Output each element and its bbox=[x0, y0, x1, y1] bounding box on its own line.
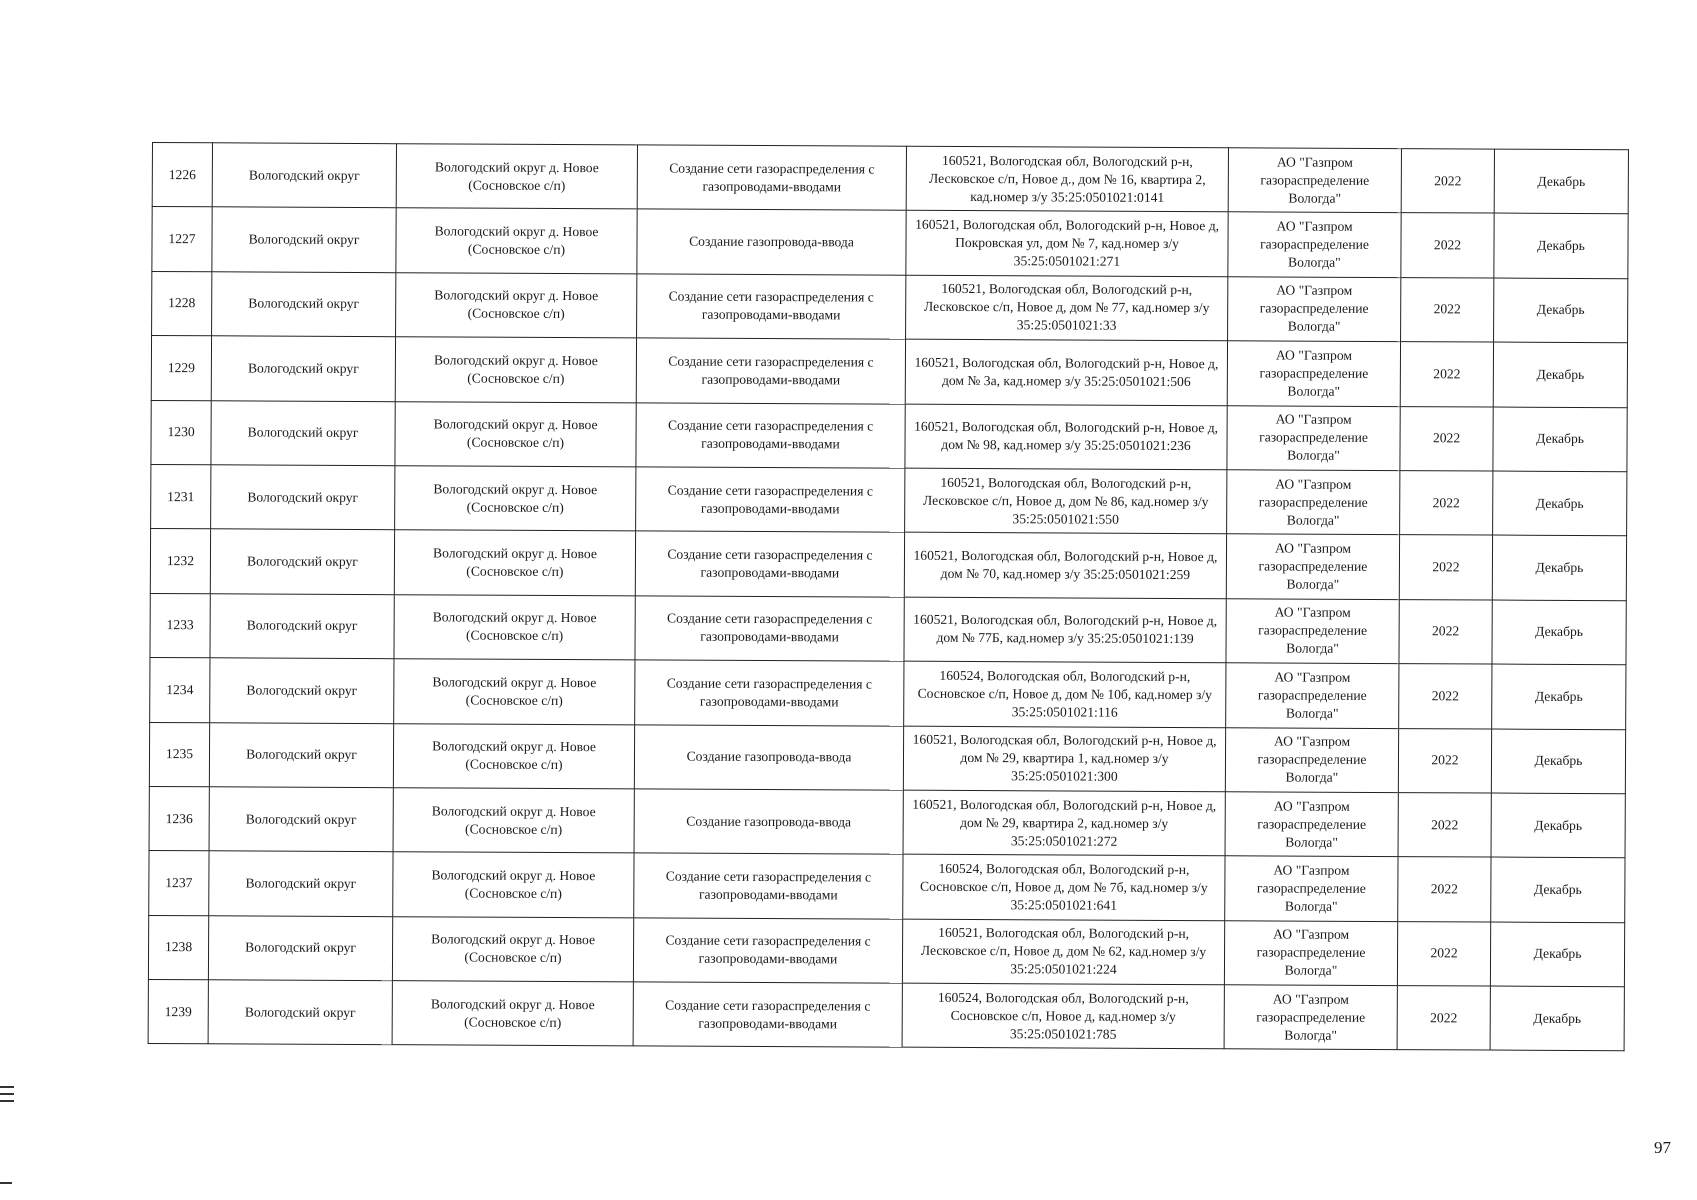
table-row bbox=[148, 915, 1624, 987]
row-number-cell: 1235 bbox=[149, 722, 209, 787]
municipality-cell: Вологодский округ bbox=[210, 529, 394, 594]
municipality-cell: Вологодский округ bbox=[212, 207, 396, 272]
row-number-cell: 1232 bbox=[150, 529, 210, 594]
scan-edge-mark bbox=[0, 1086, 14, 1088]
organization-cell: АО "Газпром газораспределение Вологда" bbox=[1226, 663, 1399, 728]
settlement-cell: Вологодский округ д. Новое (Сосновское с/п) bbox=[396, 144, 637, 210]
object-type-cell: Создание газопровода-ввода bbox=[634, 724, 903, 790]
table-row bbox=[151, 336, 1627, 408]
year-cell: 2022 bbox=[1397, 986, 1490, 1051]
scan-edge-mark bbox=[0, 1182, 12, 1184]
municipality-cell: Вологодский округ bbox=[211, 400, 395, 465]
month-cell: Декабрь bbox=[1492, 600, 1626, 665]
object-type-cell: Создание сети газораспределения с газопроводами-вводами bbox=[635, 660, 904, 726]
object-type-cell: Создание сети газораспределения с газопроводами-вводами bbox=[636, 467, 905, 533]
organization-cell: АО "Газпром газораспределение Вологда" bbox=[1226, 598, 1399, 663]
settlement-cell: Вологодский округ д. Новое (Сосновское с/п) bbox=[392, 981, 633, 1047]
month-cell: Декабрь bbox=[1492, 535, 1626, 600]
month-cell: Декабрь bbox=[1494, 149, 1628, 214]
row-number-cell: 1237 bbox=[149, 851, 209, 916]
object-type-cell: Создание сети газораспределения с газопроводами-вводами bbox=[635, 531, 904, 597]
municipality-cell: Вологодский округ bbox=[209, 722, 393, 787]
organization-cell: АО "Газпром газораспределение Вологда" bbox=[1228, 277, 1401, 342]
object-type-cell: Создание сети газораспределения с газопроводами-вводами bbox=[637, 274, 906, 340]
year-cell: 2022 bbox=[1400, 406, 1493, 471]
month-cell: Декабрь bbox=[1493, 407, 1627, 472]
address-cell: 160521, Вологодская обл, Вологодский р-н, Новое д, Покровская ул, дом № 7, кад.номер з/у 35:25:0501021:271 bbox=[906, 211, 1228, 277]
row-number-cell: 1230 bbox=[151, 400, 211, 465]
municipality-cell: Вологодский округ bbox=[209, 851, 393, 916]
table-row bbox=[152, 143, 1628, 215]
object-type-cell: Создание сети газораспределения с газопроводами-вводами bbox=[637, 145, 906, 211]
table-row bbox=[150, 529, 1626, 601]
settlement-cell: Вологодский округ д. Новое (Сосновское с/п) bbox=[395, 337, 636, 403]
settlement-cell: Вологодский округ д. Новое (Сосновское с/п) bbox=[392, 916, 633, 982]
row-number-cell: 1226 bbox=[152, 143, 212, 208]
year-cell: 2022 bbox=[1398, 793, 1491, 858]
table-row bbox=[148, 980, 1624, 1052]
address-cell: 160521, Вологодская обл, Вологодский р-н, Лесковское с/п, Новое д, дом № 62, кад.номер з/у 35:25:0501021:224 bbox=[902, 919, 1224, 985]
organization-cell: АО "Газпром газораспределение Вологда" bbox=[1228, 212, 1401, 277]
organization-cell: АО "Газпром газораспределение Вологда" bbox=[1224, 985, 1397, 1050]
object-type-cell: Создание сети газораспределения с газопроводами-вводами bbox=[635, 596, 904, 662]
table-row bbox=[151, 400, 1627, 472]
year-cell: 2022 bbox=[1398, 728, 1491, 793]
address-cell: 160521, Вологодская обл, Вологодский р-н, Новое д, дом № 3а, кад.номер з/у 35:25:0501021:506 bbox=[905, 339, 1227, 405]
month-cell: Декабрь bbox=[1490, 986, 1624, 1051]
month-cell: Декабрь bbox=[1493, 342, 1627, 407]
row-number-cell: 1228 bbox=[152, 271, 212, 336]
year-cell: 2022 bbox=[1398, 857, 1491, 922]
object-type-cell: Создание газопровода-ввода bbox=[634, 789, 903, 855]
year-cell: 2022 bbox=[1400, 471, 1493, 536]
object-type-cell: Создание сети газораспределения с газопроводами-вводами bbox=[636, 338, 905, 404]
settlement-cell: Вологодский округ д. Новое (Сосновское с/п) bbox=[393, 852, 634, 918]
address-cell: 160524, Вологодская обл, Вологодский р-н, Сосновское с/п, Новое д, дом № 10б, кад.номер з/у 35:25:0501021:116 bbox=[904, 661, 1226, 727]
table-row bbox=[149, 851, 1625, 923]
municipality-cell: Вологодский округ bbox=[208, 915, 392, 980]
row-number-cell: 1236 bbox=[149, 786, 209, 851]
scan-edge-mark bbox=[0, 1100, 14, 1102]
municipality-cell: Вологодский округ bbox=[209, 787, 393, 852]
organization-cell: АО "Газпром газораспределение Вологда" bbox=[1225, 727, 1398, 792]
row-number-cell: 1233 bbox=[150, 593, 210, 658]
municipality-cell: Вологодский округ bbox=[211, 336, 395, 401]
object-type-cell: Создание сети газораспределения с газопроводами-вводами bbox=[633, 918, 902, 984]
row-number-cell: 1239 bbox=[148, 980, 208, 1045]
settlement-cell: Вологодский округ д. Новое (Сосновское с/п) bbox=[395, 401, 636, 467]
month-cell: Декабрь bbox=[1494, 278, 1628, 343]
organization-cell: АО "Газпром газораспределение Вологда" bbox=[1227, 405, 1400, 470]
object-type-cell: Создание сети газораспределения с газопроводами-вводами bbox=[633, 982, 902, 1048]
address-cell: 160521, Вологодская обл, Вологодский р-н, Новое д, дом № 29, квартира 1, кад.номер з/у 35:25:0501021:300 bbox=[903, 726, 1225, 792]
municipality-cell: Вологодский округ bbox=[211, 465, 395, 530]
address-cell: 160521, Вологодская обл, Вологодский р-н, Лесковское с/п, Новое д, дом № 86, кад.номер з/у 35:25:0501021:550 bbox=[905, 468, 1227, 534]
page-number: 97 bbox=[1654, 1138, 1671, 1157]
year-cell: 2022 bbox=[1399, 535, 1492, 600]
settlement-cell: Вологодский округ д. Новое (Сосновское с/п) bbox=[396, 208, 637, 274]
table-body bbox=[148, 143, 1628, 1052]
settlement-cell: Вологодский округ д. Новое (Сосновское с/п) bbox=[394, 594, 635, 660]
year-cell: 2022 bbox=[1399, 599, 1492, 664]
address-cell: 160524, Вологодская обл, Вологодский р-н, Сосновское с/п, Новое д, дом № 7б, кад.номер з/у 35:25:0501021:641 bbox=[903, 854, 1225, 920]
organization-cell: АО "Газпром газораспределение Вологда" bbox=[1225, 856, 1398, 921]
address-cell: 160521, Вологодская обл, Вологодский р-н, Лесковское с/п, Новое д, дом № 77, кад.номер з/у 35:25:0501021:33 bbox=[906, 275, 1228, 341]
object-type-cell: Создание сети газораспределения с газопроводами-вводами bbox=[634, 853, 903, 919]
row-number-cell: 1234 bbox=[150, 658, 210, 723]
scan-edge-mark bbox=[0, 1093, 14, 1095]
month-cell: Декабрь bbox=[1491, 793, 1625, 858]
address-cell: 160521, Вологодская обл, Вологодский р-н, Новое д, дом № 70, кад.номер з/у 35:25:0501021:259 bbox=[904, 533, 1226, 599]
settlement-cell: Вологодский округ д. Новое (Сосновское с/п) bbox=[393, 723, 634, 789]
address-cell: 160521, Вологодская обл, Вологодский р-н, Новое д, дом № 29, квартира 2, кад.номер з/у 35:25:0501021:272 bbox=[903, 790, 1225, 856]
address-cell: 160521, Вологодская обл, Вологодский р-н, Новое д, дом № 98, кад.номер з/у 35:25:0501021:236 bbox=[905, 404, 1227, 470]
year-cell: 2022 bbox=[1401, 213, 1494, 278]
row-number-cell: 1231 bbox=[151, 464, 211, 529]
row-number-cell: 1229 bbox=[151, 336, 211, 401]
settlement-cell: Вологодский округ д. Новое (Сосновское с/п) bbox=[393, 788, 634, 854]
organization-cell: АО "Газпром газораспределение Вологда" bbox=[1226, 534, 1399, 599]
table-row bbox=[152, 207, 1628, 279]
organization-cell: АО "Газпром газораспределение Вологда" bbox=[1228, 148, 1401, 213]
month-cell: Декабрь bbox=[1491, 729, 1625, 794]
month-cell: Декабрь bbox=[1492, 664, 1626, 729]
object-type-cell: Создание сети газораспределения с газопроводами-вводами bbox=[636, 402, 905, 468]
year-cell: 2022 bbox=[1397, 921, 1490, 986]
month-cell: Декабрь bbox=[1491, 857, 1625, 922]
month-cell: Декабрь bbox=[1494, 213, 1628, 278]
row-number-cell: 1238 bbox=[148, 915, 208, 980]
organization-cell: АО "Газпром газораспределение Вологда" bbox=[1227, 470, 1400, 535]
settlement-cell: Вологодский округ д. Новое (Сосновское с/п) bbox=[394, 659, 635, 725]
table-row bbox=[149, 722, 1625, 794]
month-cell: Декабрь bbox=[1493, 471, 1627, 536]
municipality-cell: Вологодский округ bbox=[210, 594, 394, 659]
organization-cell: АО "Газпром газораспределение Вологда" bbox=[1225, 792, 1398, 857]
municipality-cell: Вологодский округ bbox=[212, 272, 396, 337]
address-cell: 160521, Вологодская обл, Вологодский р-н, Новое д, дом № 77Б, кад.номер з/у 35:25:0501021:139 bbox=[904, 597, 1226, 663]
settlement-cell: Вологодский округ д. Новое (Сосновское с/п) bbox=[396, 272, 637, 338]
table-row bbox=[150, 593, 1626, 665]
year-cell: 2022 bbox=[1401, 277, 1494, 342]
municipality-cell: Вологодский округ bbox=[208, 980, 392, 1045]
address-cell: 160521, Вологодская обл, Вологодский р-н, Лесковское с/п, Новое д., дом № 16, квартира 2, кад.номер з/у 35:25:0501021:0141 bbox=[906, 146, 1228, 212]
table-row bbox=[151, 464, 1627, 536]
table-row bbox=[152, 271, 1628, 343]
object-type-cell: Создание газопровода-ввода bbox=[637, 209, 906, 275]
settlement-cell: Вологодский округ д. Новое (Сосновское с/п) bbox=[395, 466, 636, 532]
municipality-cell: Вологодский округ bbox=[212, 143, 396, 208]
gasification-table bbox=[148, 142, 1629, 1052]
organization-cell: АО "Газпром газораспределение Вологда" bbox=[1227, 341, 1400, 406]
table-row bbox=[149, 786, 1625, 858]
year-cell: 2022 bbox=[1401, 149, 1494, 214]
row-number-cell: 1227 bbox=[152, 207, 212, 272]
organization-cell: АО "Газпром газораспределение Вологда" bbox=[1224, 920, 1397, 985]
year-cell: 2022 bbox=[1399, 664, 1492, 729]
table-row bbox=[150, 658, 1626, 730]
settlement-cell: Вологодский округ д. Новое (Сосновское с/п) bbox=[394, 530, 635, 596]
municipality-cell: Вологодский округ bbox=[210, 658, 394, 723]
month-cell: Декабрь bbox=[1490, 922, 1624, 987]
year-cell: 2022 bbox=[1400, 342, 1493, 407]
address-cell: 160524, Вологодская обл, Вологодский р-н, Сосновское с/п, Новое д, кад.номер з/у 35:25:0501021:785 bbox=[902, 983, 1224, 1049]
